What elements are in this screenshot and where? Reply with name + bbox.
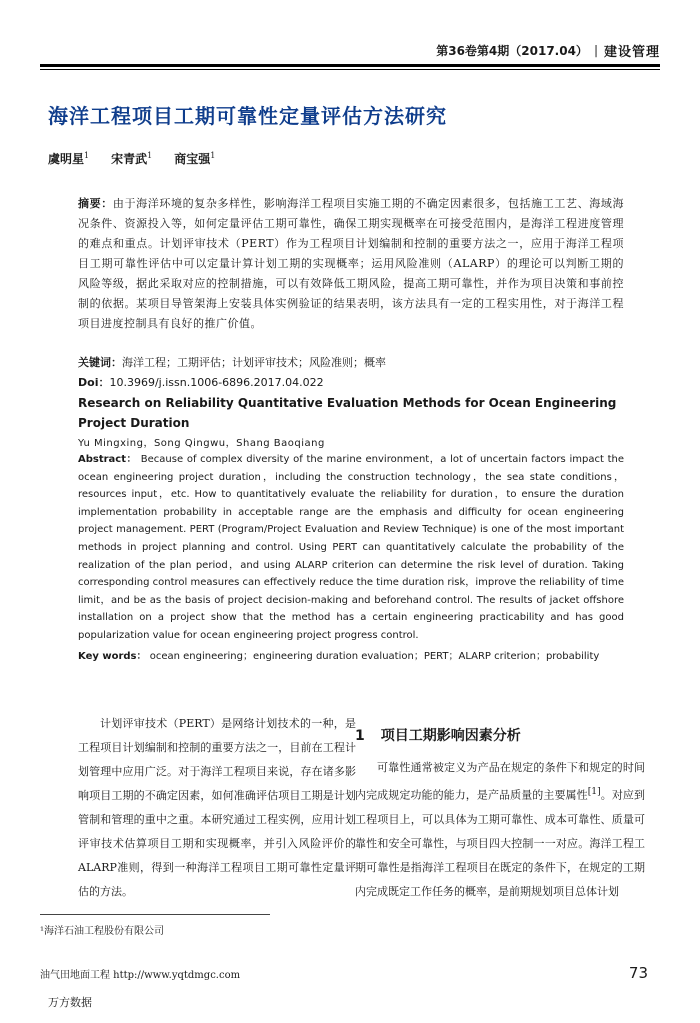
abstract-text: 由于海洋环境的复杂多样性，影响海洋工程项目实施工期的不确定因素很多，包括施工工艺、海域海况条件、资源投入等，如何定量评估工期可靠性，确保工期实现概率在可接受范围内，是海洋工程进度管理的难点和重点。计划评审技术（PERT）作为工程项目计划编制和控制的重要方法之一，应用于海洋工程项目工期可靠性评估中可以定量计算计划工期的实现概率；运用风险准则（ALARP）的理论可以判断工期的风险等级，据此采取对应的控制措施，可以有效降低工期风险，提高工期可靠性，并作为项目决策和事前控制的依据。某项目导管架海上安装具体实例验证的结果表明，该方法具有一定的工程实用性，对于海洋工程项目进度控制具有良好的推广价值。 (78, 197, 624, 330)
abstract-label: 摘要： (78, 197, 113, 210)
footer-journal-url: 油气田地面工程 http://www.yqtdmgc.com (40, 970, 241, 981)
page-footer (40, 964, 648, 982)
citation-ref[interactable]: [1] (587, 786, 601, 797)
header-separator: | (593, 43, 598, 57)
doi-line (78, 374, 324, 390)
keywords-label: 关键词： (78, 356, 122, 369)
doi-value: 10.3969/j.issn.1006-6896.2017.04.022 (109, 376, 324, 389)
header-rule-thin (40, 69, 660, 70)
english-title: Research on Reliability Quantitative Evaluation Methods for Ocean Engineering Project Duration (78, 396, 617, 430)
section-number: 1 (355, 728, 365, 744)
section-paragraph: 可靠性通常被定义为产品在规定的条件下和规定的时间内完成规定功能的能力，是产品质量的主要属性[1]。对应到工程项目上，可以具体为工期可靠性、成本可靠性、质量可靠性和安全可靠性，与项目四大控制一一对应。海洋工程工期可靠性是指海洋工程项目在既定的条件下，在规定的工期内完成既定工作任务的概率，是前期规划项目总体计划 (355, 761, 646, 898)
keywords-chinese (78, 354, 386, 370)
section-heading (355, 724, 645, 748)
intro-paragraph: 计划评审技术（PERT）是网络计划技术的一种，是工程项目计划编制和控制的重要方法之一，目前在工程计划管理中应用广泛。对于海洋工程项目来说，存在诸多影响项目工期的不确定因素，如何准确评估项目工期是计划管制和管理的重中之重。本研究通过工程实例，应用计划评审技术估算项目工期和实现概率，并引入风险评价的ALARP准则，得到一种海洋工程项目工期可靠性定量评估的方法。 (78, 717, 356, 898)
issue-info: 第36卷第4期（2017.04） (436, 43, 588, 58)
abstract-en-label: Abstract： (78, 454, 138, 465)
doi-label: Doi： (78, 376, 110, 389)
author: 虞明星$^1$ (48, 151, 90, 166)
abstract-chinese (78, 194, 624, 334)
section-title: 项目工期影响因素分析 (380, 728, 521, 744)
body-column-left (78, 712, 356, 904)
abstract-en-text: Because of complex diversity of the marine environment，a lot of uncertain factors impact the ocean engineering project duration，including the construction technology，the sea state conditions，resources input，etc. How to quantitatively evaluate the reliability for duration，to ensure the duration implementation probability in acceptable range are the emphasis and difficulty for ocean engineering project management. PERT (Program/Project Evaluation and Review Technique) is one of the most important methods in project planning and control. Using PERT can quantitatively calculate the probability of the realization of the plan period，and using ALARP criterion can determine the risk level of duration. Taking corresponding control measures can effectively reduce the time duration risk，improve the reliability of time limit，and be as the basis of project decision-making and beforehand control. The results of jacket offshore installation on a project show that the method has a certain engineering practicability and has good popularization value for ocean engineering project progress control. (78, 454, 624, 641)
page-number: 73 (628, 964, 648, 982)
journal-name: 建设管理 (603, 44, 660, 60)
author: 商宝强$^1$ (174, 151, 216, 166)
body-column-right (355, 724, 645, 904)
running-header (40, 40, 660, 60)
english-authors: Yu Mingxing，Song Qingwu，Shang Baoqiang (78, 438, 325, 449)
header-rule-thick (40, 64, 660, 67)
keywords-english (78, 648, 624, 666)
keywords-en-label: Key words： (78, 651, 147, 662)
author: 宋青武$^1$ (111, 151, 153, 166)
footnote-rule (40, 914, 270, 915)
author-list (48, 150, 215, 167)
keywords-text: 海洋工程；工期评估；计划评审技术；风险准则；概率 (122, 356, 386, 369)
article-title: 海洋工程项目工期可靠性定量评估方法研究 (48, 104, 447, 128)
affiliation-footnote: ¹海洋石油工程股份有限公司 (40, 926, 165, 937)
abstract-english (78, 451, 624, 645)
watermark-text: 万方数据 (48, 996, 92, 1009)
keywords-en-text: ocean engineering；engineering duration evaluation；PERT；ALARP criterion；probability (149, 651, 600, 662)
